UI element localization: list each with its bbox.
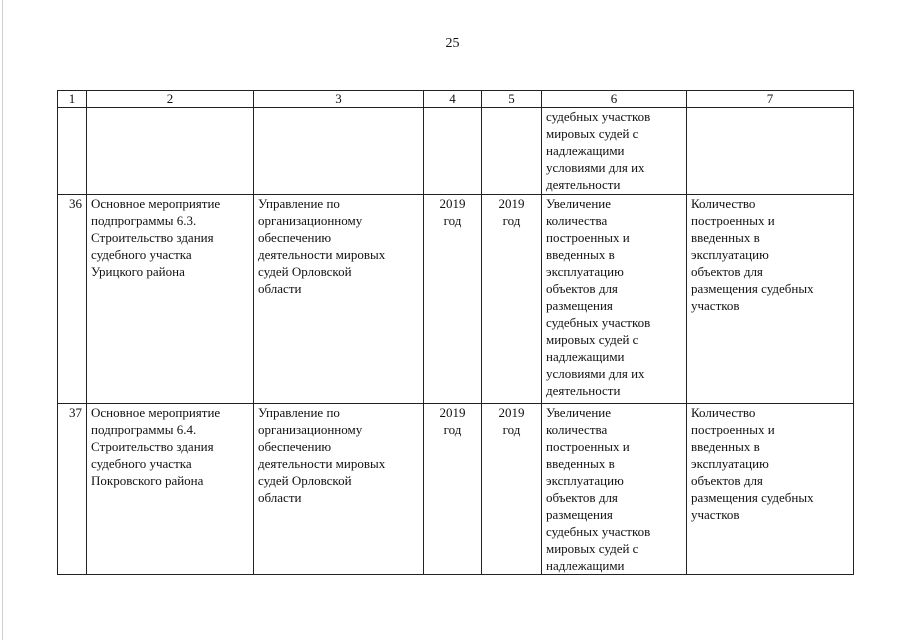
margin-rule [2, 0, 3, 640]
start-year-cell: 2019 год [424, 195, 482, 404]
start-year-cell [424, 108, 482, 195]
row-number-cell: 36 [58, 195, 87, 404]
executor-cell: Управление по организационному обеспечению деятельности мировых судей Орловской области [254, 195, 424, 404]
indicator-cell: Количество построенных и введенных в эксплуатацию объектов для размещения судебных участков [687, 404, 854, 575]
row-number-cell [58, 108, 87, 195]
column-header: 4 [424, 91, 482, 108]
executor-cell [254, 108, 424, 195]
activities-table [57, 90, 854, 575]
expected-result-cell: Увеличение количества построенных и введенных в эксплуатацию объектов для размещения судебных участков мировых судей с надлежащими условиями для их деятельности [542, 195, 687, 404]
executor-cell: Управление по организационному обеспечению деятельности мировых судей Орловской области [254, 404, 424, 575]
column-header: 3 [254, 91, 424, 108]
end-year-cell: 2019 год [482, 404, 542, 575]
end-year-cell: 2019 год [482, 195, 542, 404]
column-header: 2 [87, 91, 254, 108]
indicator-cell [687, 108, 854, 195]
column-header: 7 [687, 91, 854, 108]
activity-cell: Основное мероприятие подпрограммы 6.4. Строительство здания судебного участка Покровского района [87, 404, 254, 575]
activity-cell: Основное мероприятие подпрограммы 6.3. Строительство здания судебного участка Урицкого района [87, 195, 254, 404]
end-year-cell [482, 108, 542, 195]
column-header: 5 [482, 91, 542, 108]
column-header: 6 [542, 91, 687, 108]
header-row [58, 91, 854, 108]
table-row [58, 404, 854, 575]
activity-cell [87, 108, 254, 195]
expected-result-cell: судебных участков мировых судей с надлежащими условиями для их деятельности [542, 108, 687, 195]
page-number: 25 [445, 36, 460, 51]
table-row [58, 108, 854, 195]
table-row [58, 195, 854, 404]
expected-result-cell: Увеличение количества построенных и введенных в эксплуатацию объектов для размещения судебных участков мировых судей с надлежащими [542, 404, 687, 575]
indicator-cell: Количество построенных и введенных в эксплуатацию объектов для размещения судебных участков [687, 195, 854, 404]
row-number-cell: 37 [58, 404, 87, 575]
column-header: 1 [58, 91, 87, 108]
start-year-cell: 2019 год [424, 404, 482, 575]
